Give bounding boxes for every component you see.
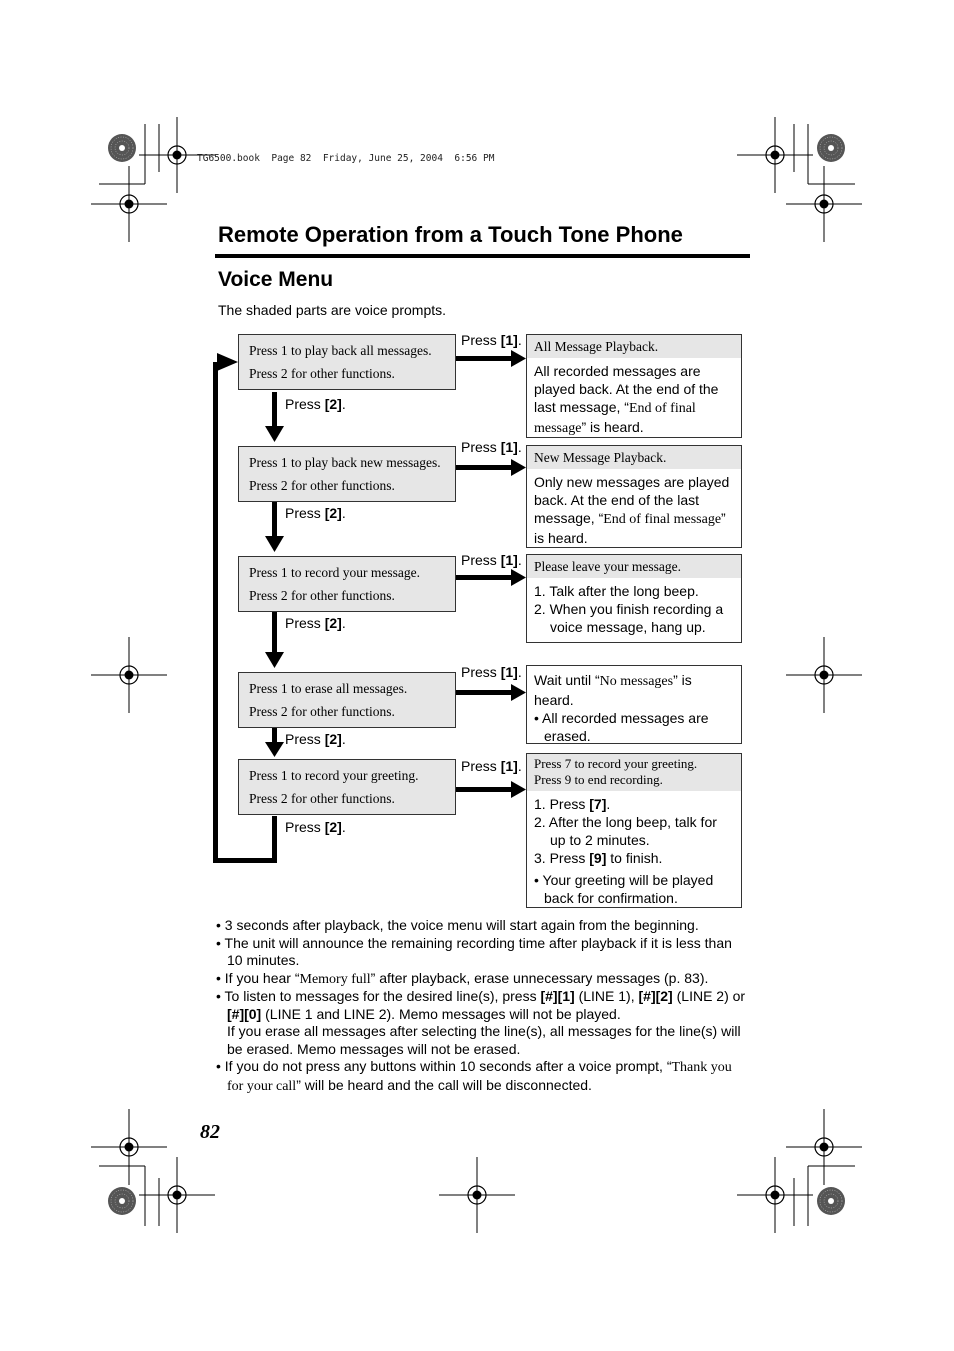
- result-all-playback: [526, 334, 742, 438]
- voice-prompt-box: [238, 672, 456, 728]
- flow-arrows-right: [456, 350, 526, 798]
- result-record-greeting: [526, 753, 742, 908]
- chapter-rule: [215, 254, 750, 258]
- prompt-line: Press 1 to erase all messages.: [249, 681, 408, 696]
- step-item: 1. Talk after the long beep.: [534, 583, 699, 599]
- press-1-label: Press [1].: [461, 758, 522, 774]
- color-target: [817, 1187, 845, 1215]
- press-1-label: Press [1].: [461, 552, 522, 568]
- registration-mark: [91, 637, 167, 713]
- voice-prompt-box: [238, 446, 456, 502]
- prompt-line: Press 2 for other functions.: [249, 791, 395, 806]
- registration-mark: [91, 166, 167, 242]
- result-bullet: • All recorded messages are erased.: [534, 710, 709, 744]
- note-item: • To listen to messages for the desired line(s), press [#][1] (LINE 1), [#][2] (LINE 2) or [#][0] (LINE 1 and LINE 2). Memo messages will not be played.: [216, 988, 746, 1022]
- registration-mark: [439, 1157, 515, 1233]
- color-target: [817, 134, 845, 162]
- result-steps: [527, 791, 741, 911]
- file-header: TG6500.book Page 82 Friday, June 25, 2004 6:56 PM: [197, 153, 495, 164]
- result-voice-prompt: Press 7 to record your greeting. Press 9 to end recording.: [527, 754, 741, 791]
- voice-prompt-box: [238, 759, 456, 815]
- registration-mark: [91, 1109, 167, 1185]
- result-steps: [527, 578, 741, 640]
- press-1-label: Press [1].: [461, 439, 522, 455]
- registration-mark: [786, 637, 862, 713]
- prompt-line: Press 2 for other functions.: [249, 366, 395, 381]
- prompt-line: Press 1 to play back new messages.: [249, 455, 441, 470]
- voice-prompt-box: [238, 334, 456, 390]
- result-description: Wait until “No messages” is heard. • All recorded messages are erased.: [527, 666, 741, 749]
- voice-prompt-box: [238, 556, 456, 612]
- prompt-line: Press 1 to record your greeting.: [249, 768, 419, 783]
- registration-mark: [737, 1157, 813, 1233]
- prompt-line: Press 1 to record your message.: [249, 565, 420, 580]
- result-voice-prompt: All Message Playback.: [527, 335, 741, 358]
- press-2-label: Press [2].: [285, 819, 346, 835]
- result-new-playback: [526, 445, 742, 548]
- press-2-label: Press [2].: [285, 731, 346, 747]
- registration-mark: [139, 1157, 215, 1233]
- prompt-line: Press 2 for other functions.: [249, 704, 395, 719]
- press-1-label: Press [1].: [461, 664, 522, 680]
- chapter-title: Remote Operation from a Touch Tone Phone: [218, 222, 683, 247]
- step-item: 3. Press [9] to finish.: [534, 850, 663, 866]
- note-item: • 3 seconds after playback, the voice menu will start again from the beginning.: [216, 917, 699, 933]
- step-item: 2. When you finish recording a voice message, hang up.: [534, 601, 724, 635]
- color-target: [108, 134, 136, 162]
- result-erase-all: [526, 665, 742, 744]
- note-continuation: If you erase all messages after selecting the line(s), all messages for the line(s) will be erased. Memo messages will not be erased.: [227, 1023, 741, 1057]
- result-voice-prompt: Please leave your message.: [527, 555, 741, 578]
- registration-mark: [737, 117, 813, 193]
- registration-mark: [786, 166, 862, 242]
- result-bullet: • Your greeting will be played back for confirmation.: [534, 872, 714, 906]
- press-1-label: Press [1].: [461, 332, 522, 348]
- color-target: [108, 1187, 136, 1215]
- prompt-line: Press 2 for other functions.: [249, 478, 395, 493]
- step-item: 1. Press [7].: [534, 796, 611, 812]
- result-description: Only new messages are played back. At the end of the last message, “End of final message” is heard.: [534, 474, 730, 546]
- registration-mark: [786, 1109, 862, 1185]
- intro-text: The shaded parts are voice prompts.: [218, 302, 447, 318]
- result-voice-prompt: New Message Playback.: [527, 446, 741, 469]
- prompt-line: Press 2 for other functions.: [249, 588, 395, 603]
- result-description: All recorded messages are played back. At the end of the last message, “End of final message” is heard.: [534, 363, 719, 436]
- notes-list: [216, 917, 748, 1095]
- step-item: 2. After the long beep, talk for up to 2 minutes.: [534, 814, 717, 848]
- note-item: • If you hear “Memory full” after playback, erase unnecessary messages (p. 83).: [216, 969, 709, 987]
- page-number: 82: [200, 1121, 220, 1143]
- press-2-label: Press [2].: [285, 615, 346, 631]
- note-item: • If you do not press any buttons within 10 seconds after a voice prompt, “Thank you for your call” will be heard and the call will be disconnected.: [216, 1058, 732, 1094]
- note-item: • The unit will announce the remaining recording time after playback if it is less than 10 minutes.: [216, 934, 732, 968]
- prompt-line: Press 1 to play back all messages.: [249, 343, 432, 358]
- result-record-message: [526, 554, 742, 643]
- press-2-label: Press [2].: [285, 505, 346, 521]
- section-title: Voice Menu: [218, 268, 334, 291]
- press-2-label: Press [2].: [285, 396, 346, 412]
